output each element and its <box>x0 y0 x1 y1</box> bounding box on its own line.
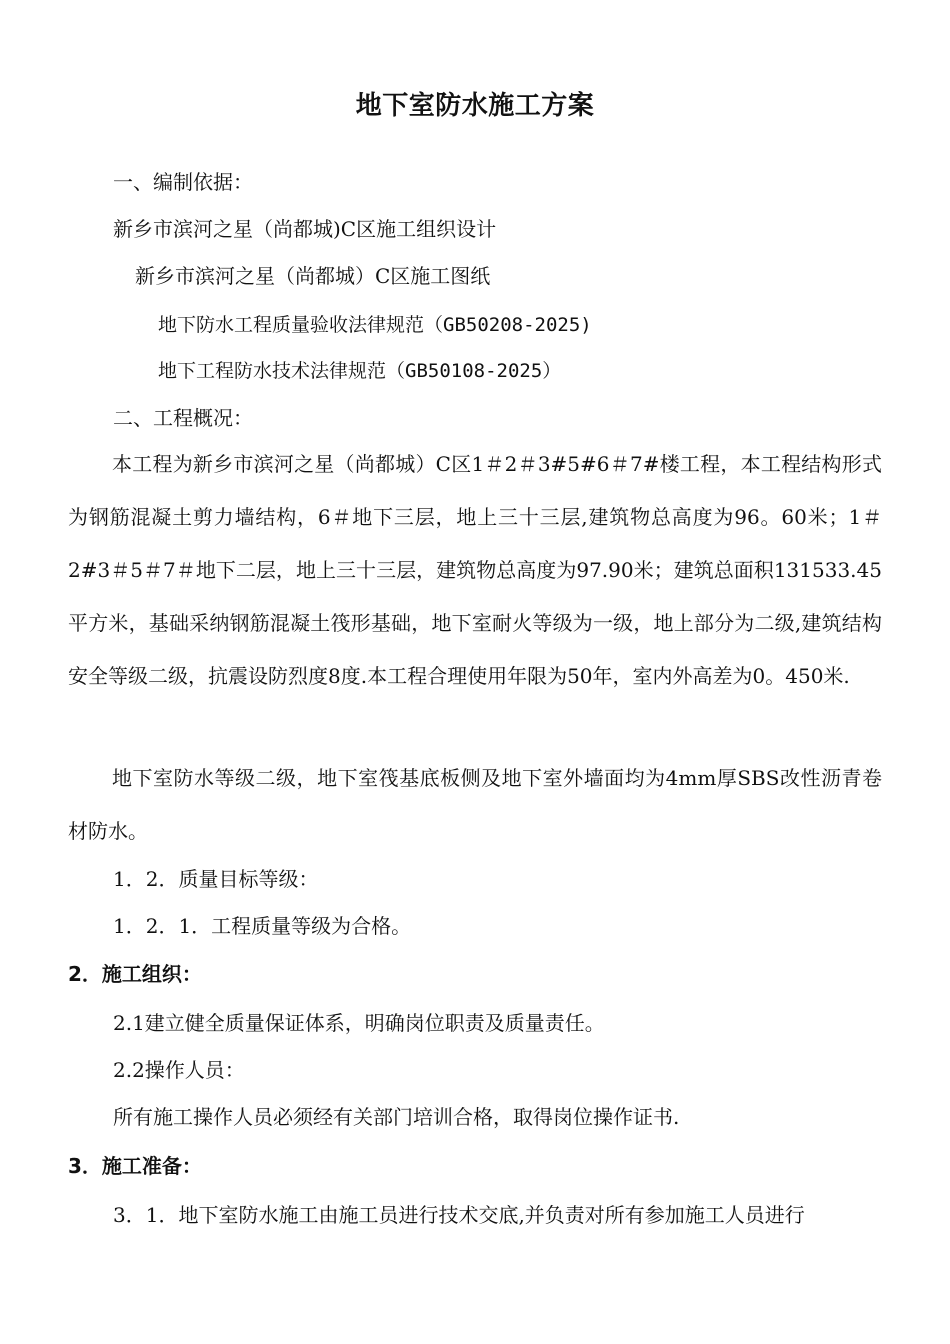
overview-paragraph-2: 地下室防水等级二级，地下室筏基底板侧及地下室外墙面均为4mm厚SBS改性沥青卷材防水。 <box>68 766 882 843</box>
quality-item: 1．2．1．工程质量等级为合格。 <box>113 914 412 938</box>
overview-paragraph-1: 本工程为新乡市滨河之星（尚都城）C区1＃2＃3#5#6＃7#楼工程，本工程结构形式为钢筋混凝土剪力墙结构，6＃地下三层，地上三十三层,建筑物总高度为96。60米；1＃2#3＃5＃7＃地下二层，地上三十三层，建筑物总高度为97.90米；建筑总面积131533.45平方米，基础采纳钢筋混凝土筏形基础，地下室耐火等级为一级，地上部分为二级,建筑结构安全等级二级，抗震设防烈度8度.本工程合理使用年限为50年，室内外高差为0。450米. <box>68 452 882 688</box>
preparation-item-1: 3．1．地下室防水施工由施工员进行技术交底,并负责对所有参加施工人员进行 <box>113 1203 805 1227</box>
basis-item-4: 地下工程防水技术法律规范（GB50108-2025） <box>158 360 562 382</box>
organization-item-2: 2.2操作人员： <box>113 1058 245 1082</box>
section-heading-organization: 2．施工组织： <box>68 962 202 986</box>
organization-item-1: 2.1建立健全质量保证体系，明确岗位职责及质量责任。 <box>113 1011 605 1035</box>
section-heading-overview: 二、工程概况： <box>113 406 253 430</box>
section-heading-basis: 一、编制依据： <box>113 170 253 194</box>
section-heading-preparation: 3．施工准备： <box>68 1154 202 1178</box>
basis-item-1: 新乡市滨河之星（尚都城)C区施工组织设计 <box>113 217 497 241</box>
basis-item-3: 地下防水工程质量验收法律规范（GB50208-2025) <box>158 314 592 336</box>
document-title: 地下室防水施工方案 <box>355 91 595 121</box>
quality-heading: 1．2．质量目标等级： <box>113 867 319 891</box>
basis-item-2: 新乡市滨河之星（尚都城）C区施工图纸 <box>135 264 491 288</box>
organization-item-3: 所有施工操作人员必须经有关部门培训合格，取得岗位操作证书. <box>113 1105 680 1129</box>
